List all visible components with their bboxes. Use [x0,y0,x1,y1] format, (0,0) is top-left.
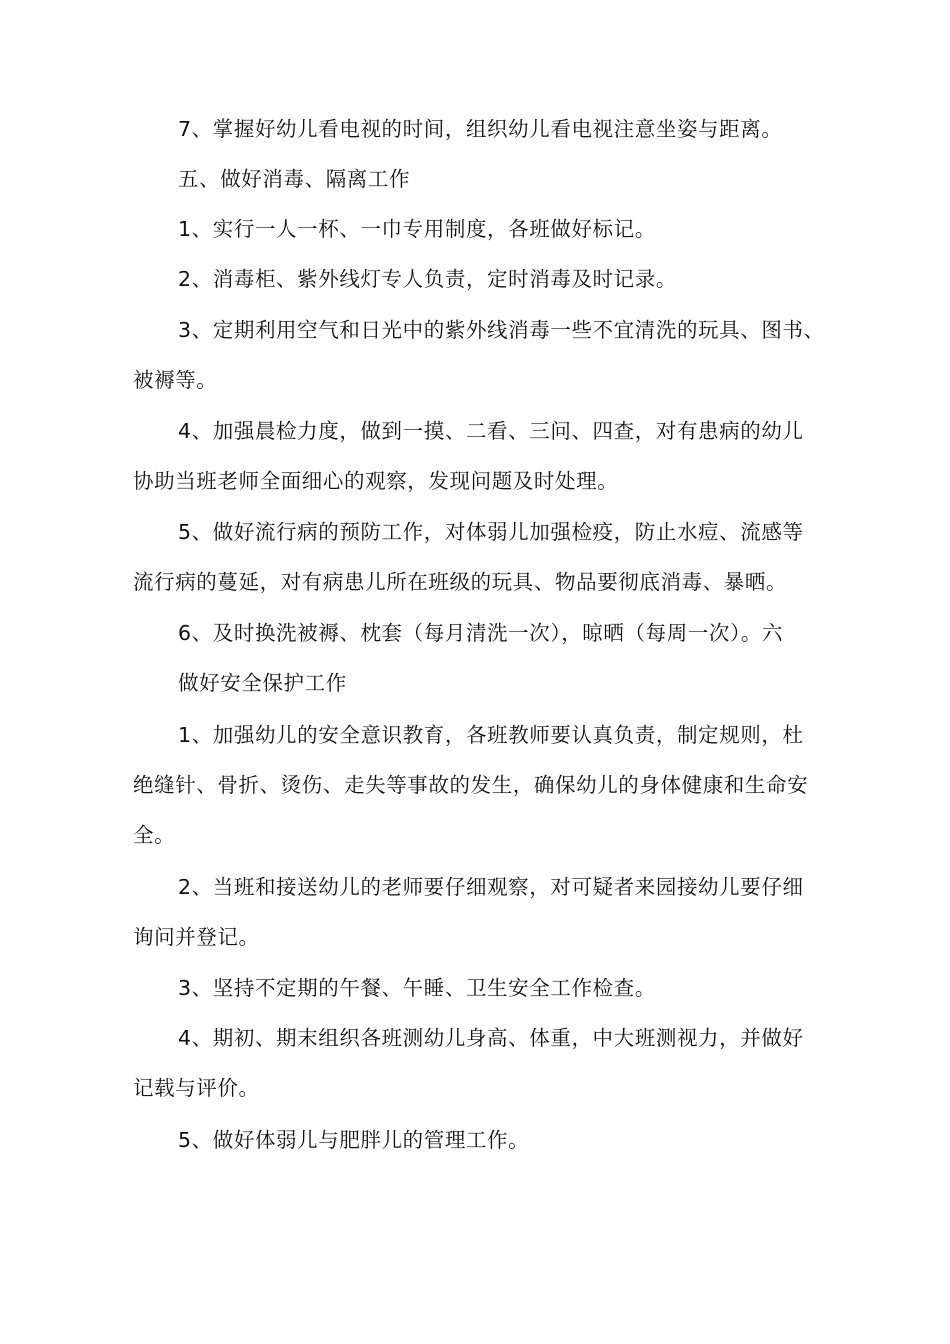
paragraph-6-bedding-line-1: 6、及时换洗被褥、枕套（每月清洗一次），晾晒（每周一次）。六 [178,621,784,645]
paragraph-2-disinfection: 2、消毒柜、紫外线灯专人负责，定时消毒及时记录。 [178,267,677,291]
paragraph-5-epidemic-line-1: 5、做好流行病的预防工作，对体弱儿加强检疫，防止水痘、流感等 [178,520,804,544]
paragraph-3-uv-line-2: 被褥等。 [133,368,218,392]
paragraph-7-tv-time: 7、掌握好幼儿看电视的时间，组织幼儿看电视注意坐姿与距离。 [178,117,783,141]
section-heading-5: 五、做好消毒、隔离工作 [178,167,411,191]
paragraph-2-pickup-line-1: 2、当班和接送幼儿的老师要仔细观察，对可疑者来园接幼儿要仔细 [178,875,804,899]
paragraph-3-inspection: 3、坚持不定期的午餐、午睡、卫生安全工作检查。 [178,976,656,1000]
paragraph-5-management: 5、做好体弱儿与肥胖儿的管理工作。 [178,1128,530,1152]
section-heading-6: 做好安全保护工作 [178,671,347,695]
paragraph-1-safety-line-3: 全。 [133,823,176,847]
paragraph-4-measurement-line-1: 4、期初、期末组织各班测幼儿身高、体重，中大班测视力，并做好 [178,1026,804,1050]
paragraph-1-safety-line-2: 绝缝针、骨折、烫伤、走失等事故的发生，确保幼儿的身体健康和生命安 [133,773,809,797]
paragraph-5-epidemic-line-2: 流行病的蔓延，对有病患儿所在班级的玩具、物品要彻底消毒、暴晒。 [133,570,788,594]
paragraph-1-cup-towel: 1、实行一人一杯、一巾专用制度，各班做好标记。 [178,217,656,241]
paragraph-1-safety-line-1: 1、加强幼儿的安全意识教育，各班教师要认真负责，制定规则，杜 [178,723,804,747]
paragraph-3-uv-line-1: 3、定期利用空气和日光中的紫外线消毒一些不宜清洗的玩具、图书、 [178,318,825,342]
paragraph-4-morning-check-line-2: 协助当班老师全面细心的观察，发现问题及时处理。 [133,469,619,493]
paragraph-4-morning-check-line-1: 4、加强晨检力度，做到一摸、二看、三问、四查，对有患病的幼儿 [178,419,804,443]
paragraph-4-measurement-line-2: 记载与评价。 [133,1076,260,1100]
paragraph-2-pickup-line-2: 询问并登记。 [133,925,260,949]
